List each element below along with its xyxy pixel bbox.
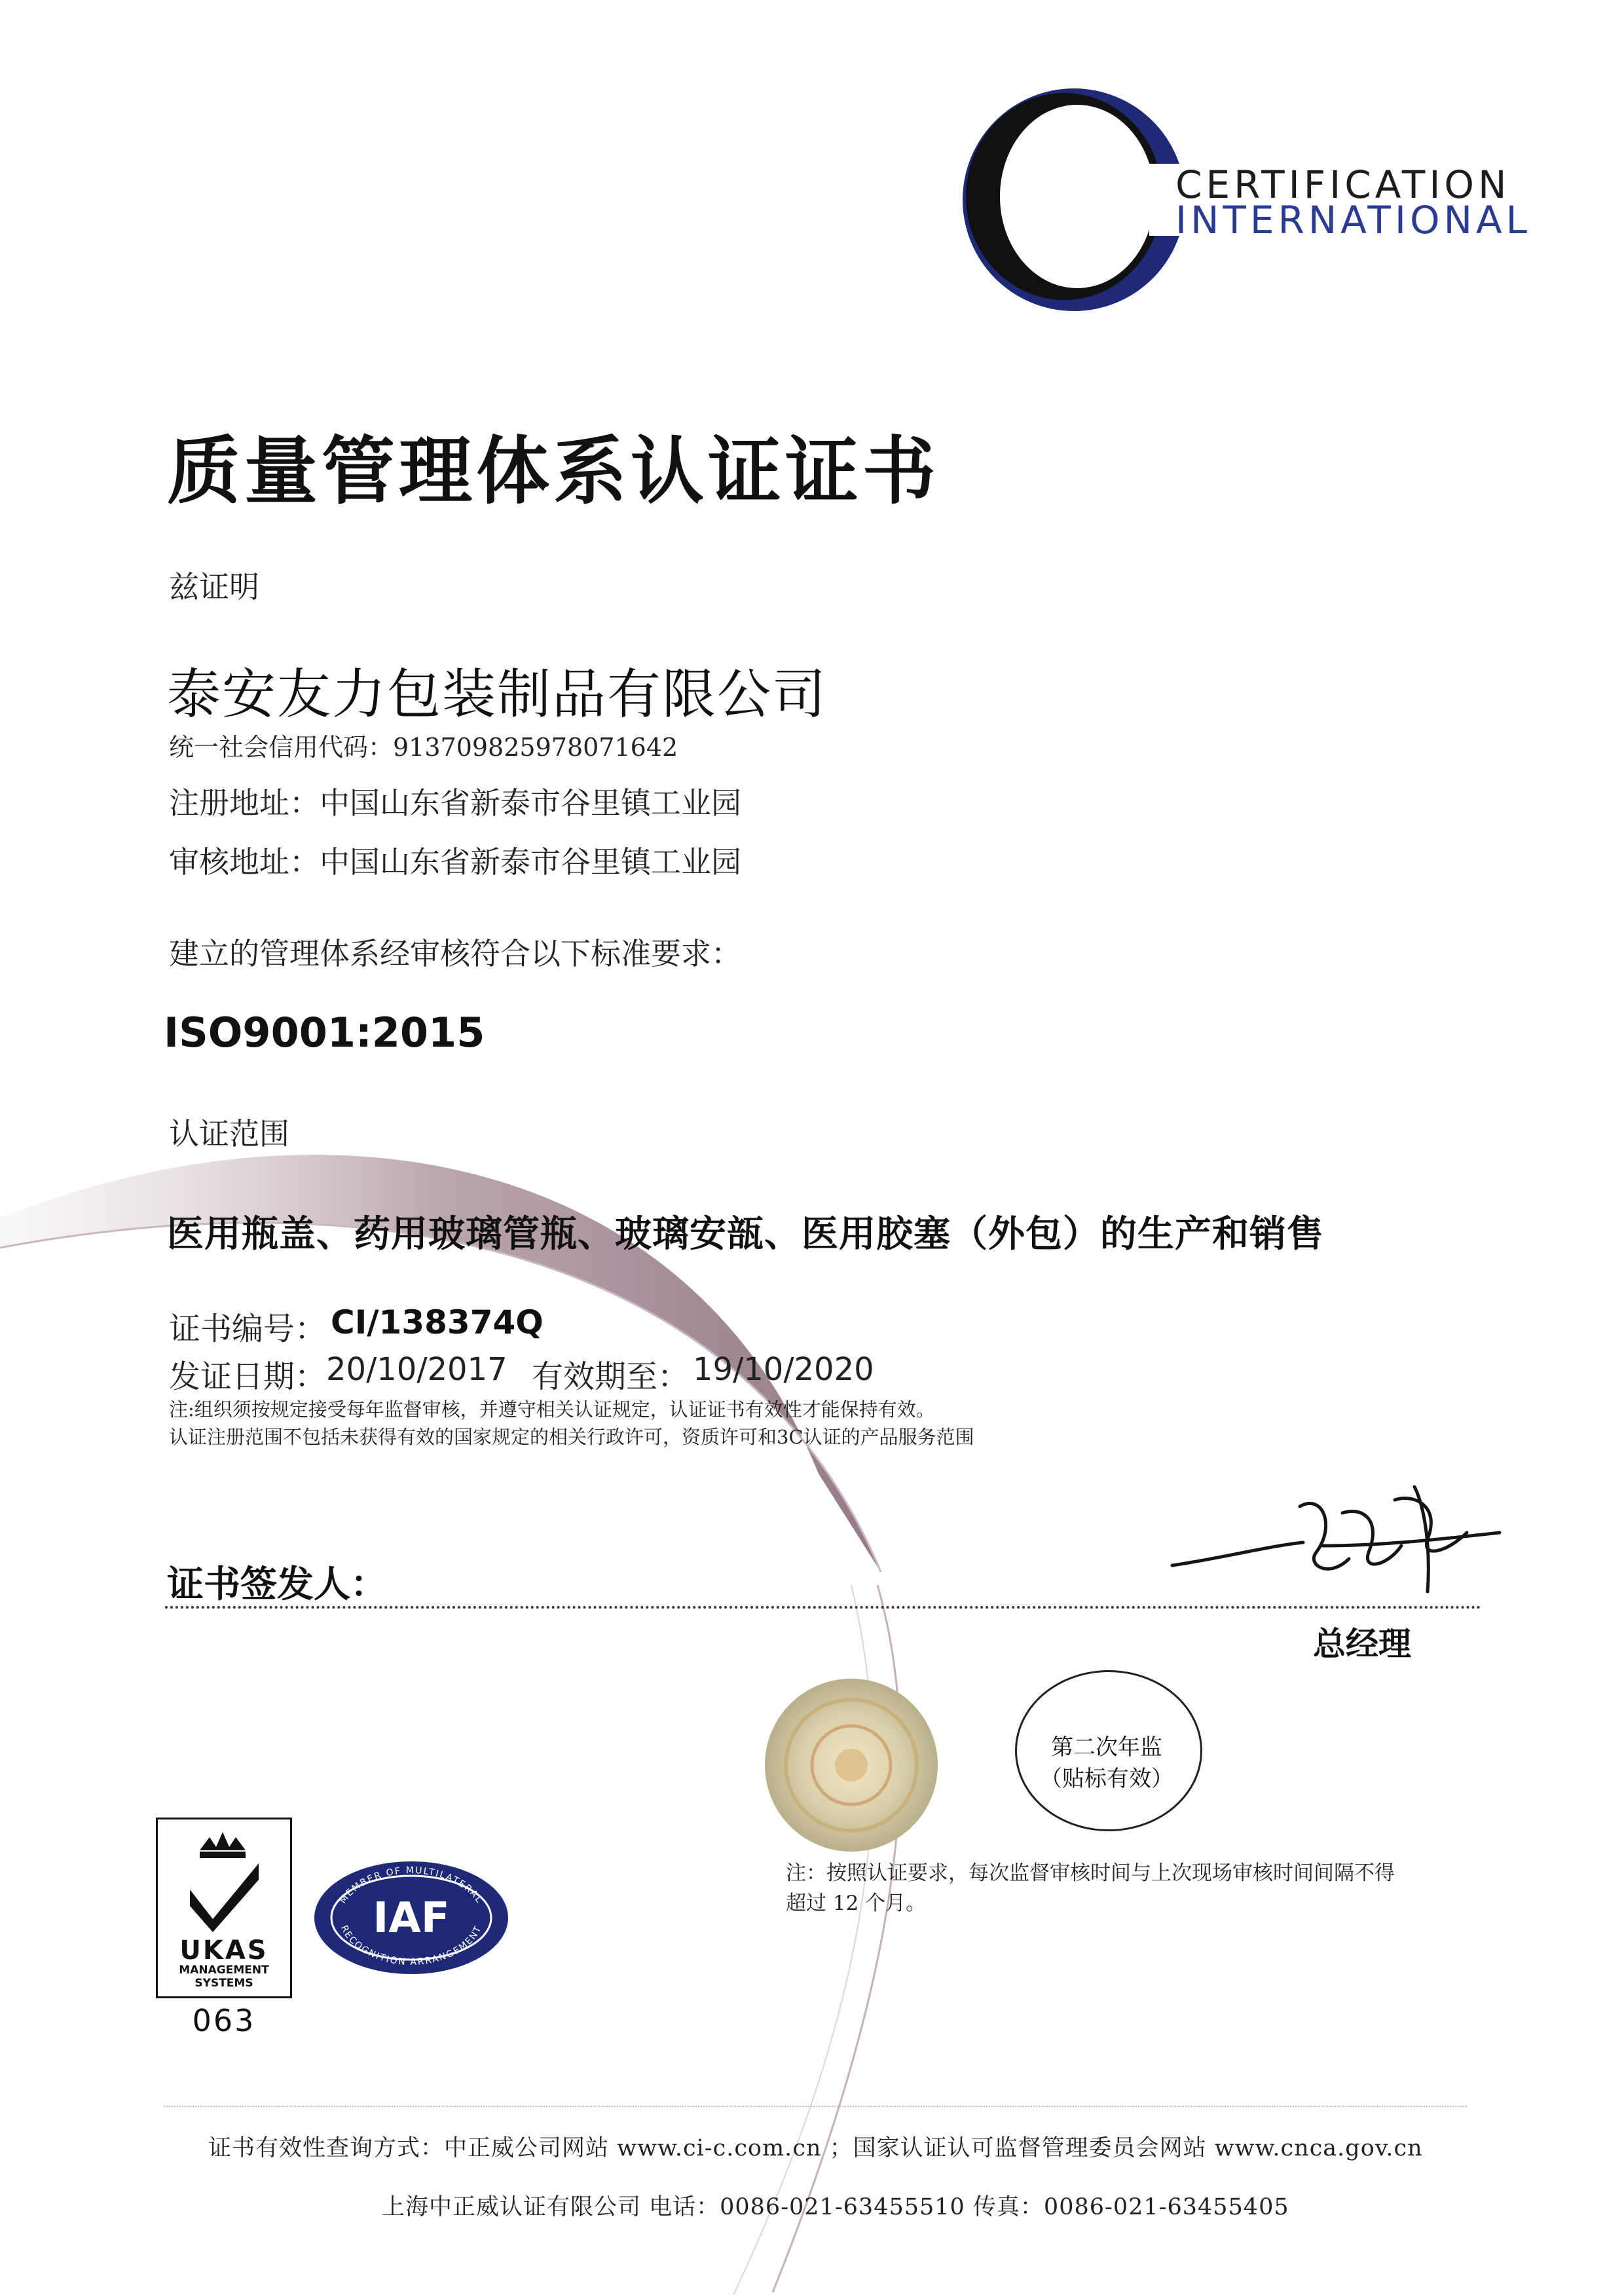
ukas-crown-check-icon xyxy=(164,1824,282,1935)
expiry-date: 19/10/2020 xyxy=(693,1351,874,1388)
certificate-title: 质量管理体系认证证书 xyxy=(167,429,940,514)
certify-text: 兹证明 xyxy=(169,569,259,605)
standard-code: ISO9001:2015 xyxy=(164,1009,485,1056)
iaf-name: IAF xyxy=(373,1894,450,1943)
note-line-2: 认证注册范围不包括未获得有效的国家规定的相关行政许可，资质许可和3C认证的产品服务范围 xyxy=(169,1426,974,1448)
ukas-subtitle-1: MANAGEMENT xyxy=(179,1964,269,1977)
ukas-number: 063 xyxy=(192,2003,256,2038)
surveillance-seal-line-2: （贴标有效） xyxy=(1040,1766,1173,1792)
registered-address: 注册地址：中国山东省新泰市谷里镇工业园 xyxy=(169,785,741,821)
hologram-seal xyxy=(763,1677,940,1854)
audit-address: 审核地址：中国山东省新泰市谷里镇工业园 xyxy=(169,844,741,880)
logo-word-international: INTERNATIONAL xyxy=(1175,198,1531,242)
iaf-ring-top: MEMBER OF MULTILATERAL xyxy=(337,1865,485,1906)
ukas-subtitle-2: SYSTEMS xyxy=(194,1977,253,1990)
iaf-logo xyxy=(313,1860,509,1975)
credit-code: 统一社会信用代码：913709825978071642 xyxy=(169,733,678,762)
footer-divider xyxy=(164,2106,1467,2107)
ukas-name: UKAS xyxy=(179,1935,268,1966)
certificate-number-label: 证书编号： xyxy=(169,1311,327,1347)
issue-date-label: 发证日期： xyxy=(169,1358,327,1395)
company-name: 泰安友力包装制品有限公司 xyxy=(167,663,828,726)
scope-text: 医用瓶盖、药用玻璃管瓶、玻璃安瓿、医用胶塞（外包）的生产和销售 xyxy=(167,1213,1324,1256)
interval-note-line-2: 超过 12 个月。 xyxy=(786,1892,927,1915)
iaf-ring-bottom: RECOGNITION ARRANGEMENT xyxy=(339,1924,484,1968)
interval-note-line-1: 注：按照认证要求，每次监督审核时间与上次现场审核时间间隔不得 xyxy=(786,1861,1395,1885)
note-line-1: 注:组织须按规定接受每年监督审核，并遵守相关认证规定，认证证书有效性才能保持有效。 xyxy=(169,1398,935,1421)
issue-date: 20/10/2017 xyxy=(326,1351,507,1388)
conformity-statement: 建立的管理体系经审核符合以下标准要求： xyxy=(169,936,741,971)
footer-contact-line: 上海中正威认证有限公司 电话：0086-021-63455510 传真：0086-021-63455405 xyxy=(382,2194,1289,2220)
general-manager-title: 总经理 xyxy=(1313,1625,1411,1663)
handwritten-signature xyxy=(1166,1467,1506,1611)
signer-label: 证书签发人： xyxy=(167,1563,387,1606)
scope-label: 认证范围 xyxy=(169,1116,289,1151)
footer-verification-line: 证书有效性查询方式：中正威公司网站 www.ci-c.com.cn ；国家认证认可监督管理委员会网站 www.cnca.gov.cn xyxy=(208,2135,1423,2161)
surveillance-seal-line-1: 第二次年监 xyxy=(1051,1734,1162,1761)
certificate-number: CI/138374Q xyxy=(331,1303,544,1341)
expiry-date-label: 有效期至： xyxy=(532,1358,690,1395)
logo-word-certification: CERTIFICATION xyxy=(1175,162,1511,207)
